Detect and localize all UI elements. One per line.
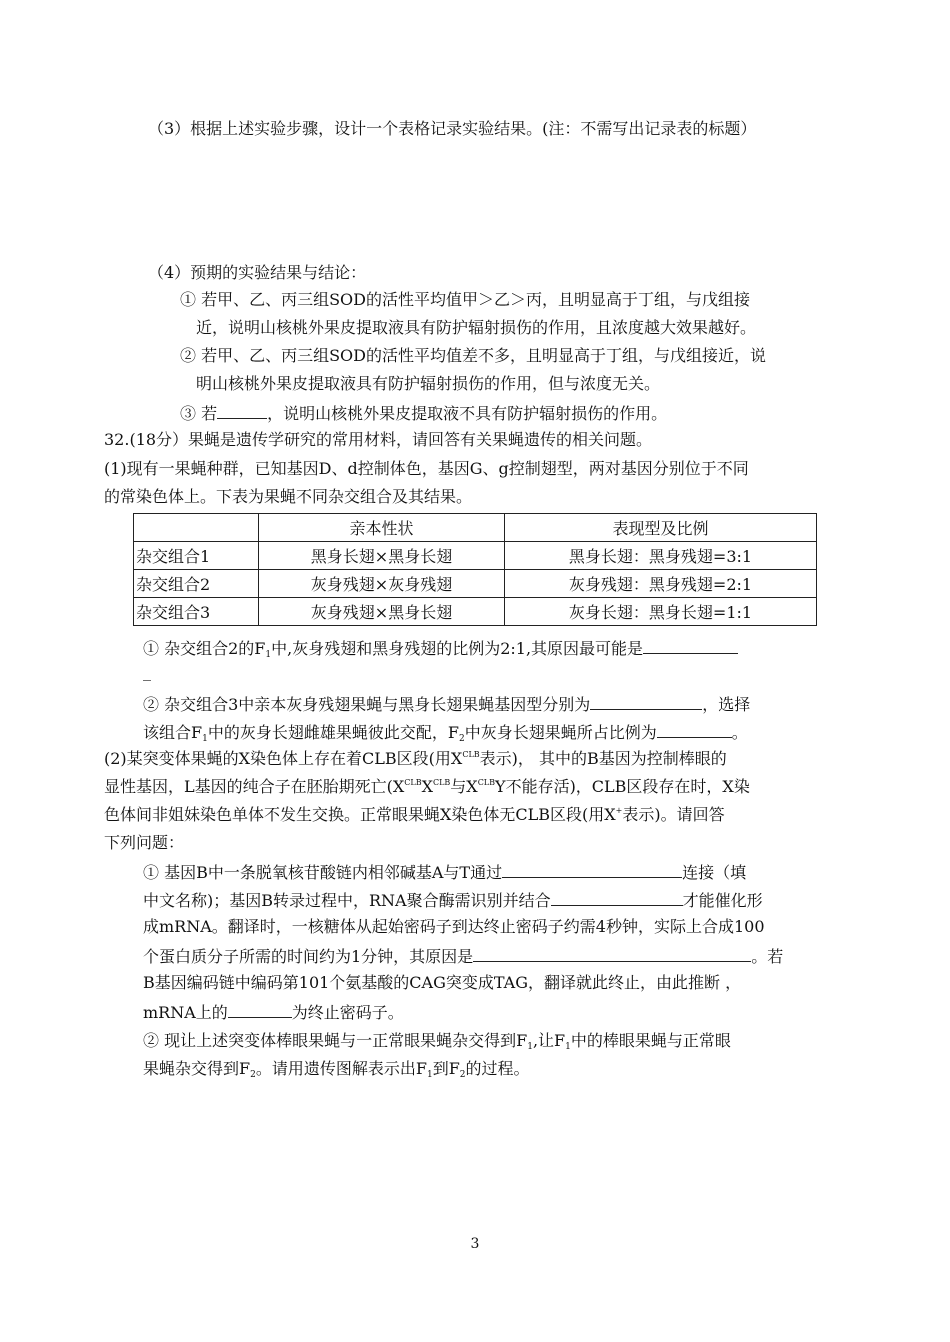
sub-question-2-text: 。: [731, 723, 748, 742]
part-2-line-3: [104, 805, 725, 825]
task-1-text: 才能催化形: [682, 891, 763, 910]
table-cell: 灰身残翅×黑身长翅: [259, 598, 505, 626]
part-2-text: Y不能存活)，CLB区段存在时，X染: [495, 777, 750, 796]
table-cell: 灰身长翅：黑身长翅=1:1: [505, 598, 817, 626]
subscript: 2: [458, 734, 465, 744]
task-1-text: ① 基因B中一条脱氧核苷酸链内相邻碱基A与T通过: [143, 863, 503, 882]
superscript: +: [615, 806, 623, 815]
sub-question-2-text: 中的灰身长翅雌雄果蝇彼此交配，F: [207, 723, 459, 742]
table-header-cell: 表现型及比例: [505, 514, 817, 542]
subscript: 1: [527, 1042, 533, 1052]
subscript: 1: [265, 650, 272, 660]
sub-question-1-text: ① 杂交组合2的F: [143, 639, 266, 658]
task-1-text: 中文名称)；基因B转录过程中，RNA聚合酶需识别并结合: [143, 891, 551, 910]
result-3-suffix: ，说明山核桃外果皮提取液不具有防护辐射损伤的作用。: [267, 404, 668, 423]
subscript: 1: [565, 1042, 571, 1052]
sub-question-2-text: 中灰身长翅果蝇所占比例为: [464, 723, 657, 742]
table-header-cell: 亲本性状: [259, 514, 505, 542]
task-2-line-1: [143, 1031, 731, 1051]
task-1-text: 。若: [751, 947, 784, 966]
result-3-prefix: ③ 若: [180, 404, 218, 423]
task-2-text: ② 现让上述突变体棒眼果蝇与一正常眼果蝇杂交得到F: [143, 1031, 528, 1050]
answer-blank[interactable]: [217, 402, 267, 419]
sub-question-2-text: ，选择: [702, 695, 751, 714]
part-2-text: 表示)。请回答: [622, 805, 725, 824]
question-3: （3）根据上述实验步骤，设计一个表格记录实验结果。(注：不需写出记录表的标题）: [148, 119, 757, 138]
subscript: 1: [426, 1070, 433, 1080]
task-2-text: 。请用遗传图解表示出F: [255, 1059, 427, 1078]
answer-blank[interactable]: [502, 861, 682, 878]
table-cell: 灰身残翅×灰身残翅: [259, 570, 505, 598]
sub-question-2-line-2: [143, 721, 748, 743]
sub-question-2-text: 该组合F: [143, 723, 203, 742]
sub-question-1-continuation: _: [143, 662, 151, 681]
subscript: 1: [202, 734, 208, 744]
question-4-title: （4）预期的实验结果与结论：: [148, 263, 367, 282]
table-cell: 杂交组合2: [134, 570, 259, 598]
task-2-text: 中的棒眼果蝇与正常眼: [570, 1031, 731, 1050]
table-row: [134, 570, 817, 598]
subscript: 2: [459, 1070, 466, 1080]
superscript: CLB: [404, 778, 422, 787]
table-cell: 灰身残翅：黑身残翅=2:1: [505, 570, 817, 598]
part-2-line-4: 下列问题：: [104, 833, 185, 852]
sub-question-1-text: 中,灰身残翅和黑身残翅的比例为2:1,其原因最可能是: [271, 639, 644, 658]
page-number: 3: [470, 1236, 480, 1252]
task-1-line-5: B基因编码链中编码第101个氨基酸的CAG突变成TAG，翻译就此终止，由此推断 ，: [143, 973, 742, 992]
part-2-line-1: [104, 749, 727, 769]
task-2-line-2: [143, 1059, 530, 1079]
table-cell: 黑身长翅：黑身残翅=3:1: [505, 542, 817, 570]
part-2-text: X: [421, 777, 433, 796]
table-row: [134, 598, 817, 626]
table-cell: 黑身长翅×黑身长翅: [259, 542, 505, 570]
answer-blank[interactable]: [228, 1001, 292, 1018]
sub-question-1: [143, 637, 738, 659]
subscript: 2: [250, 1070, 256, 1080]
part-2-text: 显性基因，L基因的纯合子在胚胎期死亡(X: [104, 777, 405, 796]
part-1-line-1: (1)现有一果蝇种群，已知基因D、d控制体色，基因G、g控制翅型，两对基因分别位于不同: [104, 459, 749, 478]
answer-blank[interactable]: [657, 721, 732, 738]
cross-results-table: [133, 513, 817, 626]
part-2-text: (2)某突变体果蝇的X染色体上存在着CLB区段(用X: [104, 749, 463, 768]
question-32-heading: 32.(18分）果蝇是遗传学研究的常用材料，请回答有关果蝇遗传的相关问题。: [104, 430, 653, 449]
table-cell: 杂交组合1: [134, 542, 259, 570]
part-2-text: 色体间非姐妹染色单体不发生交换。正常眼果蝇X染色体无CLB区段(用X: [104, 805, 616, 824]
table-header-cell: [134, 514, 259, 542]
task-1-line-3: 成mRNA。翻译时，一核糖体从起始密码子到达终止密码子约需4秒钟，实际上合成100: [143, 917, 765, 936]
task-2-text: 到F: [432, 1059, 460, 1078]
result-2-line-2: 明山核桃外果皮提取液具有防护辐射损伤的作用，但与浓度无关。: [196, 374, 661, 393]
result-1-line-2: 近，说明山核桃外果皮提取液具有防护辐射损伤的作用，且浓度越大效果越好。: [196, 318, 757, 337]
answer-blank[interactable]: [590, 693, 702, 710]
task-1-line-2: [143, 889, 763, 911]
part-2-text: 与X: [450, 777, 478, 796]
task-1-line-6: [143, 1001, 404, 1023]
task-1-text: mRNA上的: [143, 1003, 228, 1022]
task-1-text: 个蛋白质分子所需的时间约为1分钟，其原因是: [143, 947, 474, 966]
answer-blank[interactable]: [473, 945, 751, 962]
table-cell: 杂交组合3: [134, 598, 259, 626]
result-1-line-1: ① 若甲、乙、丙三组SOD的活性平均值甲＞乙＞丙，且明显高于丁组，与戊组接: [180, 290, 750, 309]
task-1-line-4: [143, 945, 783, 967]
part-1-line-2: 的常染色体上。下表为果蝇不同杂交组合及其结果。: [104, 487, 473, 506]
table-header-row: [134, 514, 817, 542]
task-1-text: 连接（填: [682, 863, 747, 882]
task-1-text: 为终止密码子。: [291, 1003, 404, 1022]
answer-blank[interactable]: [551, 889, 683, 906]
sub-question-2-text: ② 杂交组合3中亲本灰身残翅果蝇与黑身长翅果蝇基因型分别为: [143, 695, 591, 714]
superscript: CLB: [477, 778, 495, 787]
task-2-text: 果蝇杂交得到F: [143, 1059, 251, 1078]
task-1-line-1: [143, 861, 746, 883]
superscript: CLB: [462, 750, 480, 759]
answer-blank[interactable]: [643, 637, 738, 654]
result-3: [180, 402, 667, 424]
part-2-line-2: [104, 777, 750, 797]
table-row: [134, 542, 817, 570]
task-2-text: ,让F: [532, 1031, 566, 1050]
superscript: CLB: [432, 778, 451, 787]
result-2-line-1: ② 若甲、乙、丙三组SOD的活性平均值差不多，且明显高于丁组，与戊组接近，说: [180, 346, 766, 365]
task-2-text: 的过程。: [465, 1059, 530, 1078]
part-2-text: 表示)， 其中的B基因为控制棒眼的: [479, 749, 727, 768]
sub-question-2-line-1: [143, 693, 750, 715]
